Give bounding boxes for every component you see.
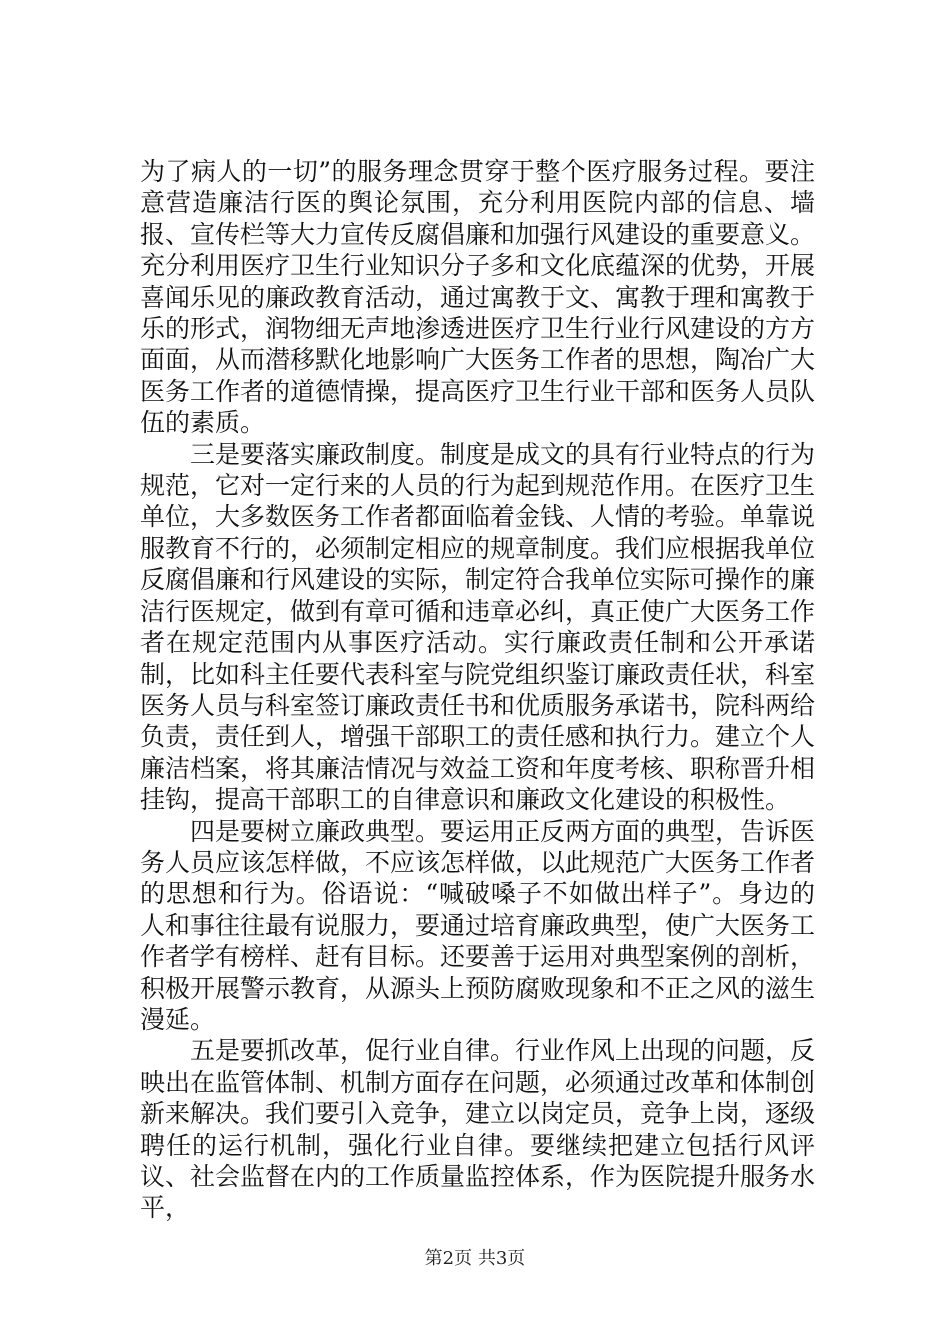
page-number-footer: 第2页 共3页: [424, 1248, 526, 1269]
paragraph-continuation: 为了病人的一切”的服务理念贯穿于整个医疗服务过程。要注意营造廉洁行医的舆论氛围，充分利用医院内部的信息、墙报、宣传栏等大力宣传反腐倡廉和加强行风建设的重要意义。充分利用医疗卫生行业知识分子多和文化底蕴深的优势，开展喜闻乐见的廉政教育活动，通过寓教于文、寓教于理和寓教于乐的形式，润物细无声地渗透进医疗卫生行业行风建设的方方面面，从而潜移默化地影响广大医务工作者的思想，陶冶广大医务工作者的道德情操，提高医疗卫生行业干部和医务人员队伍的素质。: [140, 157, 816, 438]
paragraph-point-five: 五是要抓改革，促行业自律。行业作风上出现的问题，反映出在监管体制、机制方面存在问题，必须通过改革和体制创新来解决。我们要引入竞争，建立以岗定员，竞争上岗，逐级聘任的运行机制，强化行业自律。要继续把建立包括行风评议、社会监督在内的工作质量监控体系，作为医院提升服务水平，: [140, 1036, 816, 1223]
paragraph-point-four: 四是要树立廉政典型。要运用正反两方面的典型，告诉医务人员应该怎样做，不应该怎样做，以此规范广大医务工作者的思想和行为。俗语说：“喊破嗓子不如做出样子”。身边的人和事往往最有说服力，要通过培育廉政典型，使广大医务工作者学有榜样、赶有目标。还要善于运用对典型案例的剖析，积极开展警示教育，从源头上预防腐败现象和不正之风的滋生漫延。: [140, 816, 816, 1034]
document-body: [140, 156, 815, 1224]
paragraph-point-three: 三是要落实廉政制度。制度是成文的具有行业特点的行为规范，它对一定行来的人员的行为起到规范作用。在医疗卫生单位，大多数医务工作者都面临着金钱、人情的考验。单靠说服教育不行的，必须制定相应的规章制度。我们应根据我单位反腐倡廉和行风建设的实际，制定符合我单位实际可操作的廉洁行医规定，做到有章可循和违章必纠，真正使广大医务工作者在规定范围内从事医疗活动。实行廉政责任制和公开承诺制，比如科主任要代表科室与院党组织鉴订廉政责任状，科室医务人员与科室签订廉政责任书和优质服务承诺书，院科两给负责，责任到人，增强干部职工的责任感和执行力。建立个人廉洁档案，将其廉洁情况与效益工资和年度考核、职称晋升相挂钩，提高干部职工的自律意识和廉政文化建设的积极性。: [140, 439, 816, 815]
